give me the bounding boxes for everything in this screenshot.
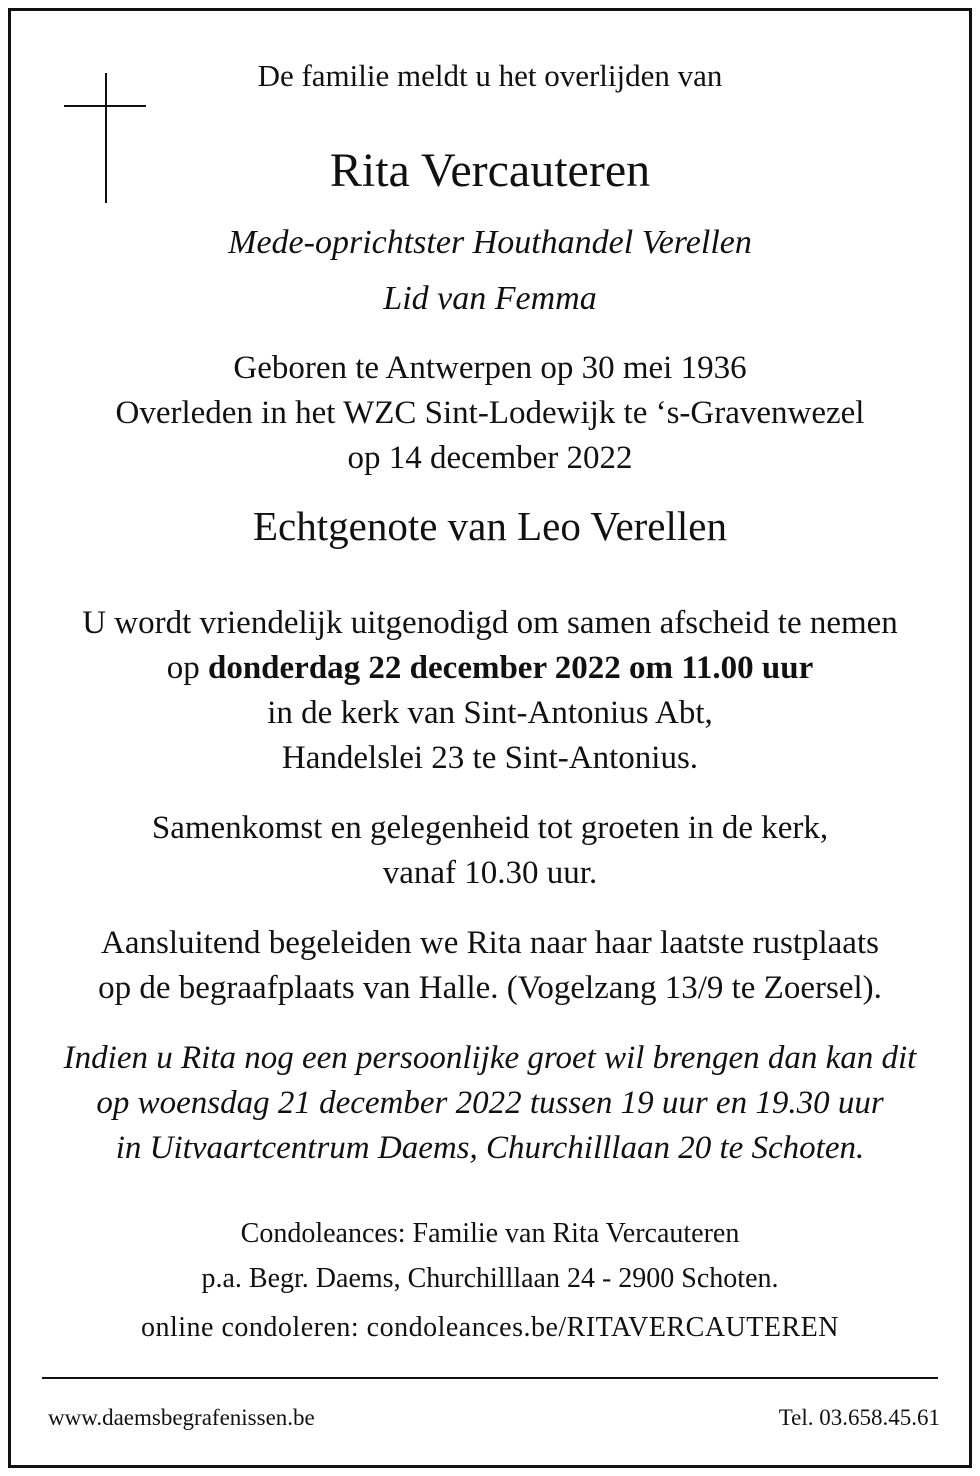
online-condolences-link[interactable]: online condoleren: condoleances.be/RITAVERCAUTEREN — [141, 1312, 839, 1343]
death-date: op 14 december 2022 — [347, 440, 633, 476]
announcement-intro: De familie meldt u het overlijden van — [257, 58, 723, 93]
condolences-line-2: p.a. Begr. Daems, Churchilllaan 24 - 2900 Schoten. — [201, 1263, 779, 1294]
ceremony-date-bold: donderdag 22 december 2022 om 11.00 uur — [207, 650, 814, 686]
visit-line-2: op woensdag 21 december 2022 tussen 19 uur en 19.30 uur — [96, 1085, 884, 1121]
death-place: Overleden in het WZC Sint-Lodewijk te ‘s-Gravenwezel — [115, 395, 865, 431]
footer-divider — [42, 1377, 938, 1379]
ceremony-address: Handelslei 23 te Sint-Antonius. — [281, 740, 699, 776]
spouse-info: Echtgenote van Leo Verellen — [253, 503, 727, 549]
gathering-line-1: Samenkomst en gelegenheid tot groeten in de kerk, — [151, 810, 829, 846]
burial-line-2: op de begraafplaats van Halle. (Vogelzang 13/9 te Zoersel). — [98, 970, 882, 1006]
ceremony-church: in de kerk van Sint-Antonius Abt, — [267, 695, 713, 731]
cross-horizontal-bar — [64, 105, 146, 107]
gathering-line-2: vanaf 10.30 uur. — [382, 855, 598, 891]
condolences-line-1: Condoleances: Familie van Rita Vercauteren — [240, 1218, 740, 1249]
deceased-name: Rita Vercauteren — [329, 144, 651, 197]
burial-line-1: Aansluitend begeleiden we Rita naar haar laatste rustplaats — [101, 925, 879, 961]
phone-number: Tel. 03.658.45.61 — [778, 1405, 940, 1430]
ceremony-invitation: U wordt vriendelijk uitgenodigd om samen afscheid te nemen — [82, 605, 898, 641]
role-member: Lid van Femma — [383, 280, 597, 317]
ceremony-date — [10, 650, 970, 687]
role-cofounder: Mede-oprichtster Houthandel Verellen — [228, 224, 752, 261]
website-link[interactable]: www.daemsbegrafenissen.be — [48, 1405, 315, 1430]
ceremony-date-prefix: op — [166, 650, 208, 686]
birth-info: Geboren te Antwerpen op 30 mei 1936 — [233, 350, 747, 386]
visit-line-3: in Uitvaartcentrum Daems, Churchilllaan 20 te Schoten. — [115, 1130, 865, 1166]
visit-line-1: Indien u Rita nog een persoonlijke groet wil brengen dan kan dit — [63, 1040, 917, 1076]
